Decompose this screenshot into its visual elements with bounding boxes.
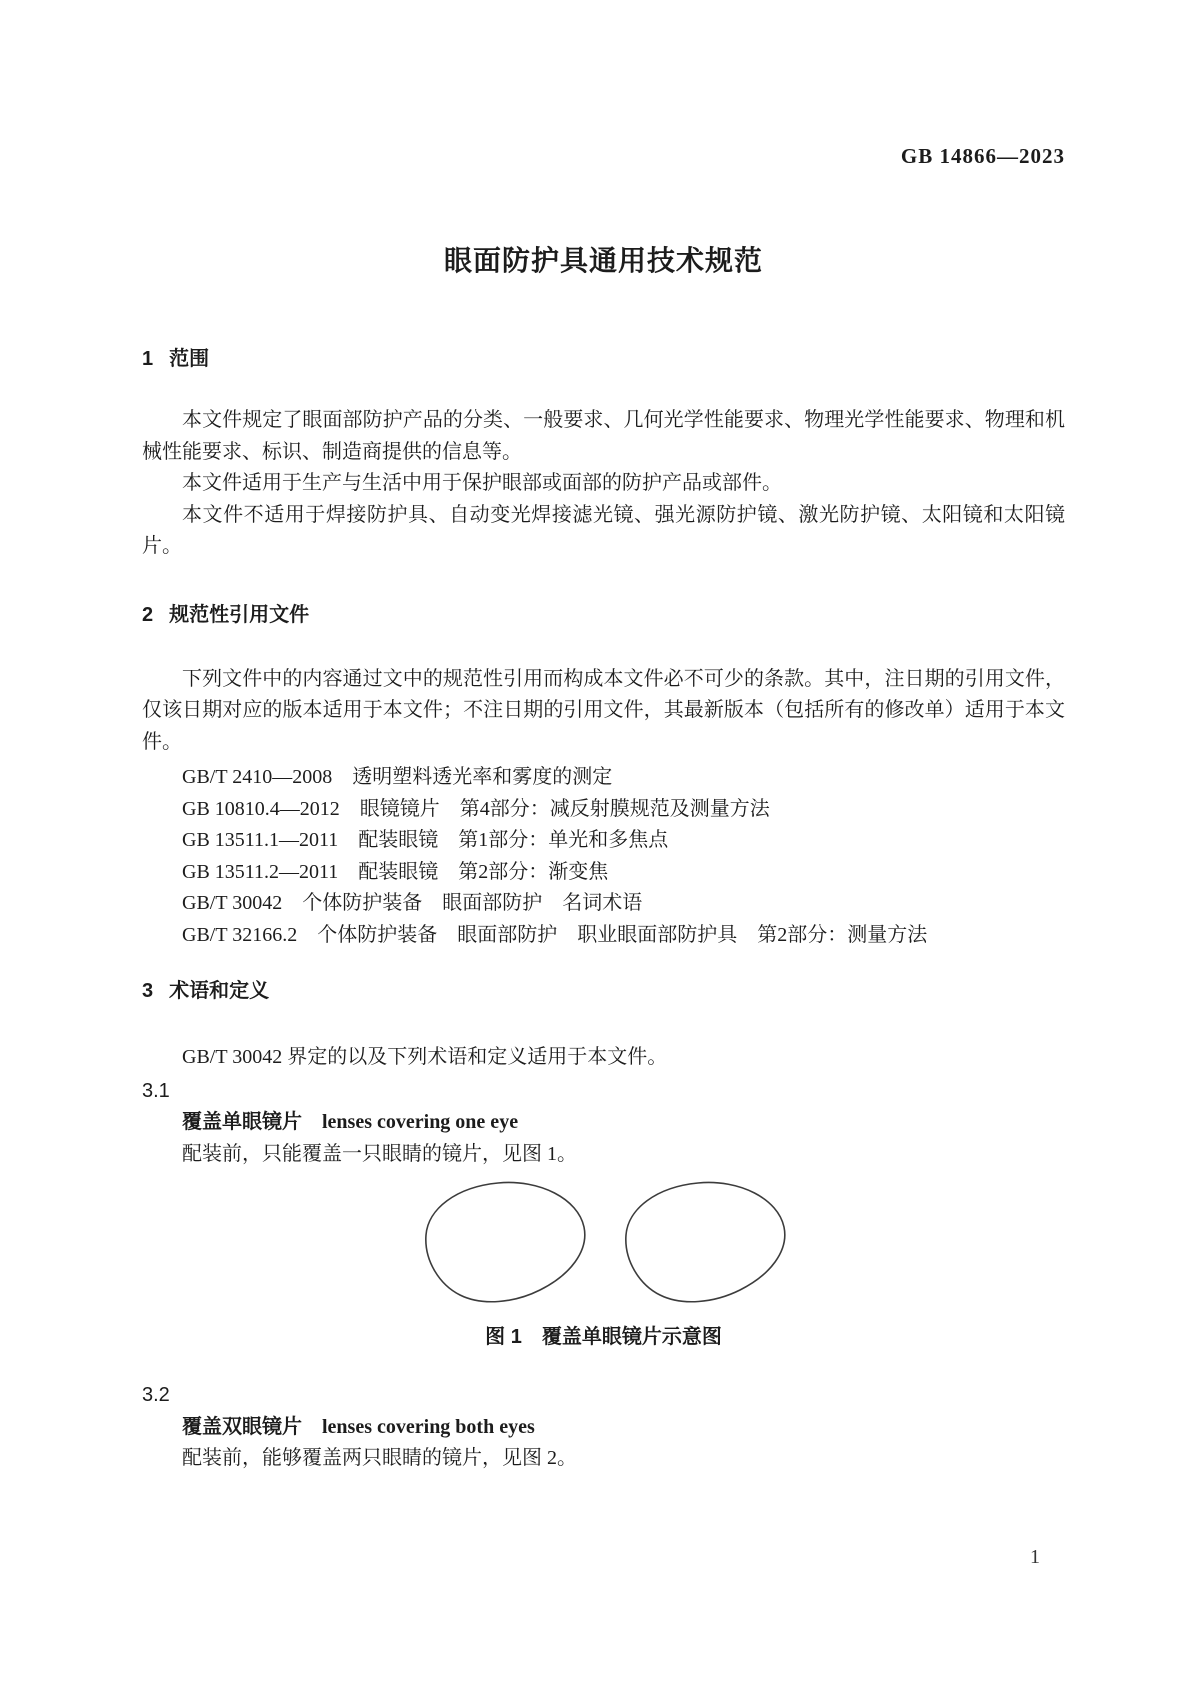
term-3-2-definition: 配装前，能够覆盖两只眼睛的镜片，见图 2。 [182,1447,577,1469]
section-2-intro: 下列文件中的内容通过文中的规范性引用而构成本文件必不可少的条款。其中，注日期的引用文件，仅该日期对应的版本适用于本文件；不注日期的引用文件，其最新版本（包括所有的修改单）适用于本文件。 [142,667,1065,753]
reference-item: GB/T 30042 个体防护装备 眼面部防护 名词术语 [182,892,643,914]
section-3-heading [142,979,1065,1003]
section-2-heading [142,603,1065,627]
term-3-1-line [142,1107,1065,1139]
section-3-number: 3 [142,980,154,1002]
section-2-number: 2 [142,603,154,626]
term-3-2-en: lenses covering both eyes [322,1415,535,1438]
section-2-title: 规范性引用文件 [169,603,310,626]
reference-item: GB 13511.2—2011 配装眼镜 第2部分：渐变焦 [182,860,609,883]
reference-item: GB 10810.4—2012 眼镜镜片 第4部分：减反射膜规范及测量方法 [182,797,770,820]
term-3-2-zh: 覆盖双眼镜片 [182,1415,302,1438]
section-1-paragraph-1: 本文件规定了眼面部防护产品的分类、一般要求、几何光学性能要求、物理光学性能要求、物理和机械性能要求、标识、制造商提供的信息等。 [142,409,1065,463]
section-1-paragraph-3: 本文件不适用于焊接防护具、自动变光焊接滤光镜、强光源防护镜、激光防护镜、太阳镜和太阳镜片。 [142,503,1065,557]
reference-item: GB 13511.1—2011 配装眼镜 第1部分：单光和多焦点 [182,829,669,851]
figure-1-caption: 图 1 覆盖单眼镜片示意图 [485,1326,722,1348]
page-number: 1 [1030,1546,1040,1568]
figure-1-lenses [142,1175,1065,1307]
document-title: 眼面防护具通用技术规范 [443,245,763,276]
figure-1 [142,1175,1065,1349]
term-3-2-line [142,1412,1065,1444]
standard-code: GB 14866—2023 [900,144,1065,168]
reference-item: GB/T 32166.2 个体防护装备 眼面部防护 职业眼面部防护具 第2部分：测量方法 [182,923,928,946]
term-3-1-zh: 覆盖单眼镜片 [182,1111,302,1133]
term-3-1-en: lenses covering one eye [322,1111,519,1133]
references-list [142,762,1065,951]
section-1-paragraph-2: 本文件适用于生产与生活中用于保护眼部或面部的防护产品或部件。 [182,472,782,494]
clause-3-1-label: 3.1 [142,1079,170,1102]
section-1-heading [142,347,1065,371]
reference-item: GB/T 2410—2008 透明塑料透光率和雾度的测定 [182,766,613,788]
lens-outline-right [618,1175,790,1307]
section-1-number: 1 [142,348,154,370]
lens-outline-left [418,1175,590,1307]
section-1-title: 范围 [169,348,210,370]
term-3-1-definition: 配装前，只能覆盖一只眼睛的镜片，见图 1。 [182,1142,577,1165]
section-3-title: 术语和定义 [169,980,270,1002]
clause-3-2-label: 3.2 [142,1384,170,1406]
section-3-intro: GB/T 30042 界定的以及下列术语和定义适用于本文件。 [182,1046,668,1068]
